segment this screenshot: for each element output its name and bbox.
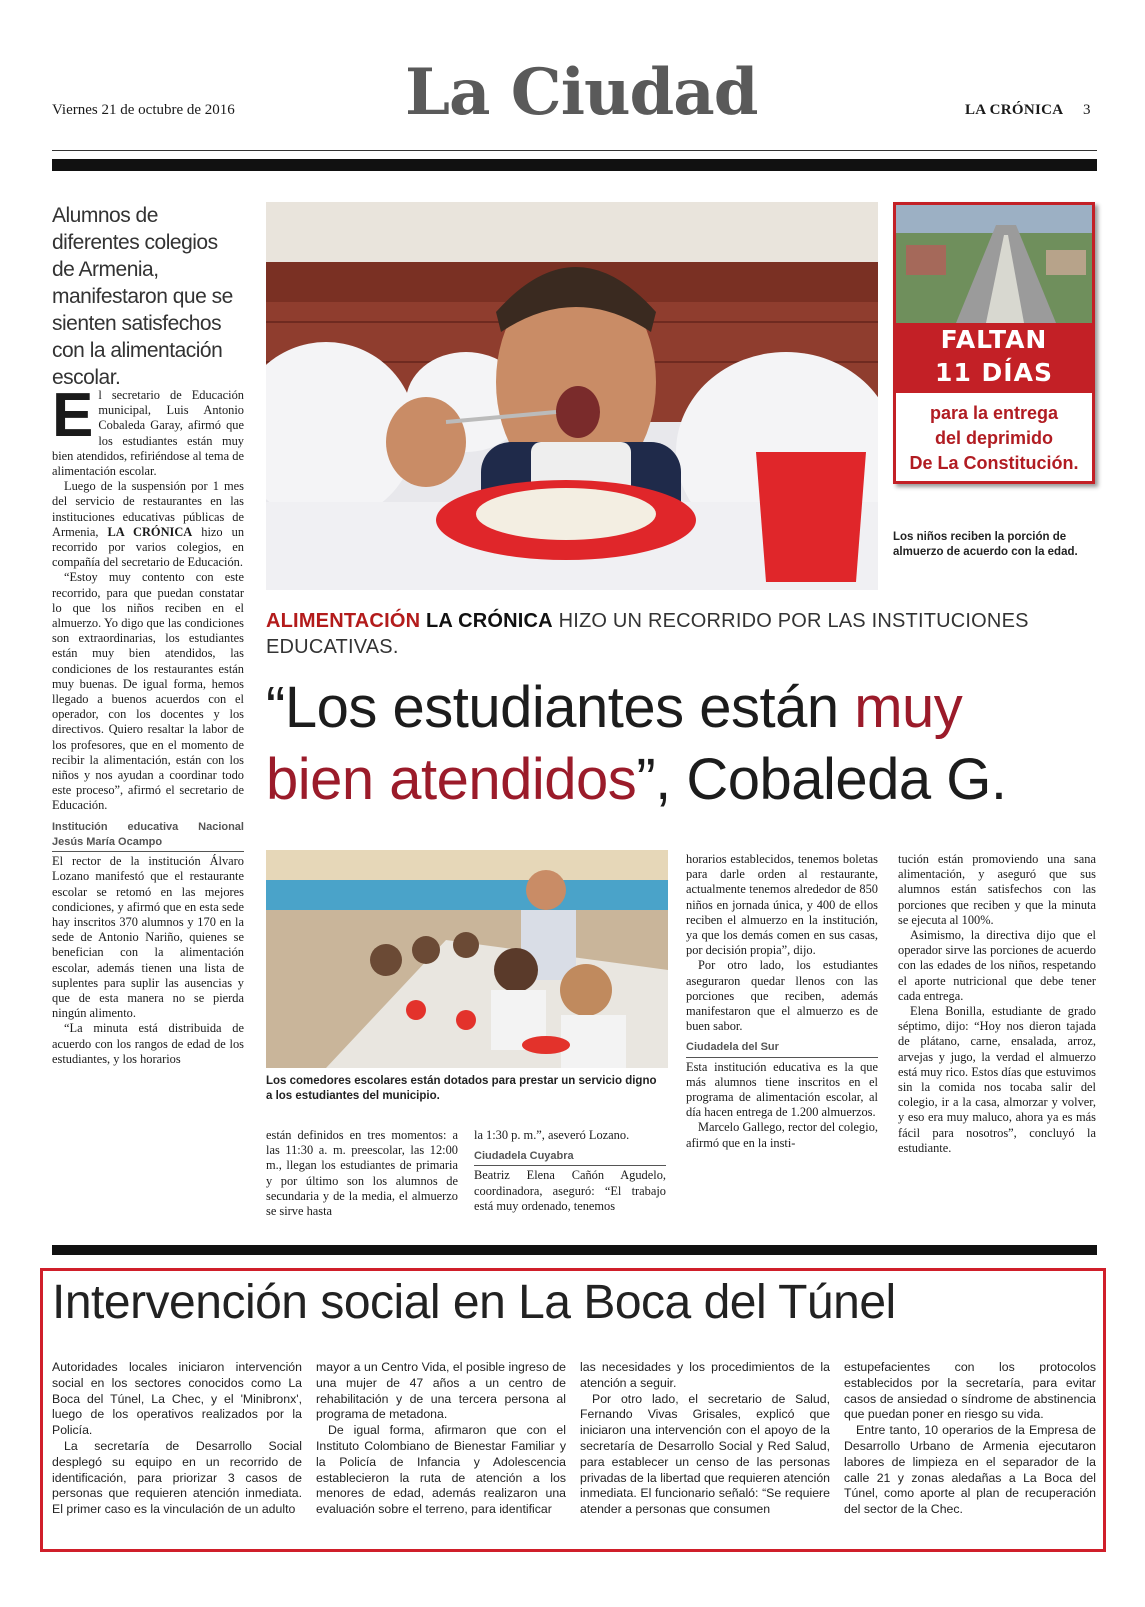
countdown-text-2: del deprimido [934, 428, 1053, 448]
article-paragraph: horarios establecidos, tenemos boletas para darle orden al restaurante, actualmente tenemos alrededor de 850 niños en jornada única, y 400 de ellos reciben el almuerzo en la institución, ya que los demás comen en sus casas, por decisión propia”, dijo. [686, 852, 878, 958]
boxed-column-4 [844, 1360, 1096, 1518]
aerial-road-photo [896, 205, 1092, 323]
section-divider [52, 1245, 1097, 1255]
article-paragraph: “La minuta está distribuida de acuerdo con los rangos de edad de los estudiantes, y los horarios [52, 1021, 244, 1066]
article-paragraph: El rector de la institución Álvaro Lozano manifestó que el restaurante escolar se retomó en las mejores condiciones, y afirmó que en esta sede hay inscritos 370 alumnos y 170 en la sede de Antonio Nariño, quienes se benefician con la alimentación escolar, además tienen una lista de suplentes para suplir las ausencias y que de esta manera no se pierda ningún alimento. [52, 854, 244, 1021]
article-paragraph: Beatriz Elena Cañón Agudelo, coordinadora, aseguró: “El trabajo está muy ordenado, tenemos [474, 1168, 666, 1213]
boxed-column-1 [52, 1360, 302, 1518]
article-paragraph: tución están promoviendo una sana alimentación, y aseguró que sus alumnos están satisfechos con las porciones que reciben y que la minuta se ejecuta al 100%. [898, 852, 1096, 927]
countdown-promo [893, 202, 1095, 484]
header-bar [52, 159, 1097, 171]
kicker [266, 608, 1106, 660]
article-intro: El secretario de Educación municipal, Luis Antonio Cobaleda Garay, afirmó que los estudiantes están muy bien atendidos, refiriéndose al tema de alimentación escolar. [52, 381, 244, 479]
main-photo-caption: Los niños reciben la porción de almuerzo de acuerdo con la edad. [893, 531, 1078, 558]
boxed-paragraph: De igual forma, afirmaron que con el Instituto Colombiano de Bienestar Familiar y la Policía de Infancia y Adolescencia establecieron la ruta de atención a los menores de edad, además realizaron una evaluación sobre el terreno, para identificar [316, 1423, 566, 1517]
countdown-text [896, 401, 1092, 476]
article-column-3 [474, 1128, 666, 1214]
kicker-text: HIZO UN RECORRIDO POR LAS INSTITUCIONES EDUCATIVAS. [266, 610, 1029, 658]
article-paragraph: Por otro lado, los estudiantes aseguraron quedar llenos con las porciones que reciben, además manifestaron que el almuerzo es de buen sabor. [686, 958, 878, 1034]
article-paragraph: Asimismo, la directiva dijo que el operador sirve las porciones de acuerdo con las edades de los niños, respetando el aporte nutricional que debe tener cada entrega. [898, 928, 1096, 1003]
kicker-paper: LA CRÓNICA [426, 610, 553, 632]
section-title: La Ciudad [405, 55, 758, 130]
cafeteria-photo [266, 850, 668, 1068]
countdown-text-3: De La Constitución. [909, 453, 1079, 473]
article-paragraph: están definidos en tres momentos: a las 11:30 a. m. preescolar, las 12:00 m., llegan los estudiantes de primaria y por último son los alumnos de secundaria y de la media, el almuerzo se sirve hasta [266, 1128, 458, 1219]
article-paragraph: “Estoy muy contento con este recorrido, para que puedan constatar lo que los niños reciben en el almuerzo. Yo digo que las condiciones son extraordinarias, los estudiantes están muy bien atendidos, las condiciones de los restaurantes están muy buenas. De igual forma, hemos llegado a buenos acuerdos con el operador, con los docentes y los directivos. Quiero resaltar la labor de los profesores, que en el momento de recibir la alimentación, están con los niños y nos ayudan a coordinar todo este proceso”, afirmó el secretario de Educación. [52, 570, 244, 813]
kicker-tag: ALIMENTACIÓN [266, 610, 421, 632]
boy-eating-illustration [266, 202, 878, 590]
boxed-story-title: Intervención social en La Boca del Túnel [52, 1276, 896, 1329]
lead-summary: Alumnos de diferentes colegios de Armenia, manifestaron que se sienten satisfechos con la alimentación escolar. [52, 204, 233, 389]
subhead-ocampo: Institución educativa Nacional Jesús María Ocampo [52, 820, 244, 852]
article-paragraph: Marcelo Gallego, rector del colegio, afirmó que en la insti- [686, 1120, 878, 1150]
cafeteria-photo-caption: Los comedores escolares están dotados para prestar un servicio digno a los estudiantes del municipio. [266, 1075, 657, 1102]
boxed-column-3 [580, 1360, 830, 1518]
countdown-text-1: para la entrega [929, 403, 1059, 423]
subhead-cuyabra: Ciudadela Cuyabra [474, 1149, 666, 1166]
boxed-paragraph: Autoridades locales iniciaron intervención social en los sectores conocidos como La Boca del Túnel, La Chec, y el 'Minibronx', luego de los operativos realizados por la Policía. [52, 1360, 302, 1438]
issue-date: Viernes 21 de octubre de 2016 [52, 102, 235, 118]
article-column-5 [898, 852, 1096, 1156]
drop-cap: E [52, 381, 94, 450]
boxed-paragraph: las necesidades y los procedimientos de la atención a seguir. [580, 1360, 830, 1390]
cafeteria-illustration [266, 850, 668, 1068]
newspaper-name: LA CRÓNICA [965, 102, 1064, 118]
boxed-column-2 [316, 1360, 566, 1518]
boxed-paragraph: estupefacientes con los protocolos establecidos por la secretaría, para evitar casos de ansiedad o síndrome de abstinencia que puedan poner en riesgo su vida. [844, 1360, 1096, 1422]
article-column-1 [52, 381, 245, 1067]
boxed-paragraph: mayor a un Centro Vida, el posible ingreso de una mujer de 47 años a un centro de rehabilitación y de una tercera persona al programa de metadona. [316, 1360, 566, 1422]
article-column-4 [686, 852, 878, 1151]
article-paragraph: Luego de la suspensión por 1 mes del servicio de restaurantes en las instituciones educativas públicas de Armenia, LA CRÓNICA hizo un recorrido por varios colegios, en compañía del secretario de Educación. [52, 479, 245, 570]
page-number: 3 [1083, 102, 1091, 118]
boxed-paragraph: Entre tanto, 10 operarios de la Empresa de Desarrollo Urbano de Armenia ejecutaron labores de limpieza en el separador de la calle 21 y zonas aledañas a La Boca del Túnel, como aporte al plan de recuperación del sector de la Chec. [844, 1423, 1096, 1517]
subhead-ciudadela-sur: Ciudadela del Sur [686, 1040, 878, 1057]
main-headline: “Los estudiantes están muy bien atendidos”, Cobaleda G. [266, 675, 1007, 812]
article-column-2 [266, 1128, 458, 1219]
article-paragraph: Esta institución educativa es la que más alumnos tiene inscritos en el programa de alimentación escolar, al día hacen entrega de 1.200 almuerzos. [686, 1059, 878, 1120]
boxed-paragraph: Por otro lado, el secretario de Salud, Fernando Vivas Grisales, explicó que iniciaron una intervención con el apoyo de la secretaría de Desarrollo Social y Red Salud, para establecer un censo de las personas privadas de la libertad que requieren atención inmediata. El funcionario señaló: “Se requiere atender a personas que consumen [580, 1391, 830, 1517]
article-paragraph: la 1:30 p. m.”, aseveró Lozano. [474, 1128, 630, 1142]
main-photo-boy-eating [266, 202, 878, 590]
countdown-line-2: 11 DÍAS [935, 358, 1053, 387]
article-paragraph: Elena Bonilla, estudiante de grado séptimo, dijo: “Hoy nos dieron tajada de plátano, carne, ensalada, arroz, arvejas y jugo, la verdad el almuerzo está muy rico. Estos días que estuvimos sin la comida nos tocaba salir del colegio, ir a la casa, almorzar y volver, y eso era muy maluco, ahora ya es más fácil para nosotros”, concluyó la estudiante. [898, 1004, 1096, 1155]
boxed-paragraph: La secretaría de Desarrollo Social desplegó su equipo en un recorrido de identificación, para priorizar 3 casos de personas que requieren atención inmediata. El primer caso es la vinculación de un adulto [52, 1438, 302, 1517]
header-rule [52, 150, 1097, 151]
countdown-banner [896, 323, 1092, 393]
countdown-line-1: FALTAN [940, 325, 1048, 354]
